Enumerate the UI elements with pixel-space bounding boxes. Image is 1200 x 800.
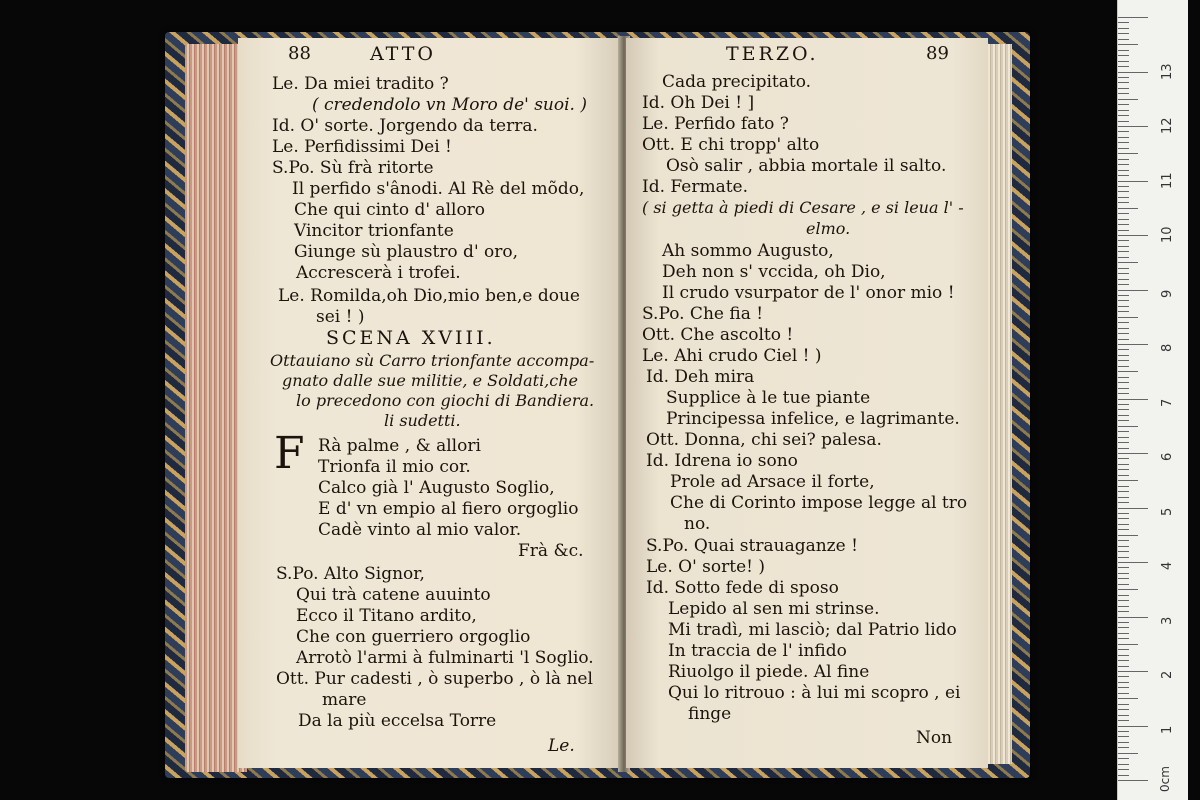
text-line: Id. Sotto fede di sposo (646, 578, 839, 598)
ruler-tick (1118, 153, 1138, 154)
text-line: Ott. E chi tropp' alto (642, 135, 820, 155)
ruler-tick (1118, 458, 1129, 459)
text-line: Il crudo vsurpator de l' onor mio ! (662, 283, 955, 303)
text-line: Osò salir , abbia mortale il salto. (666, 156, 947, 176)
ruler-tick (1118, 191, 1129, 192)
ruler-tick (1118, 486, 1129, 487)
ruler-label: 10 (1160, 226, 1175, 243)
text-line: Supplice à le tue piante (666, 388, 871, 408)
ruler-tick (1118, 720, 1129, 721)
right-page-number: 89 (926, 43, 949, 64)
ruler-tick (1118, 77, 1129, 78)
catchword: Le. (548, 736, 575, 756)
ruler-tick (1118, 600, 1129, 601)
text-line: Le. Ahi crudo Ciel ! ) (642, 346, 822, 366)
ruler-tick (1118, 251, 1129, 252)
stage-direction: lo precedono con giochi di Bandiera. (296, 391, 595, 410)
ruler-tick (1118, 159, 1129, 160)
ruler-tick (1118, 137, 1129, 138)
text-line: Prole ad Arsace il forte, (670, 472, 875, 492)
ruler-tick (1118, 513, 1129, 514)
ruler-tick (1118, 131, 1129, 132)
text-line: Che qui cinto d' alloro (294, 200, 486, 220)
ruler-tick (1118, 115, 1129, 116)
ruler-tick (1118, 769, 1129, 770)
ruler-tick (1118, 295, 1129, 296)
ruler-label: 9 (1160, 289, 1175, 298)
text-line: Il perfido s'ânodi. Al Rè del mõdo, (292, 179, 585, 199)
text-line: Vincitor trionfante (294, 221, 454, 241)
text-line: S.Po. Sù frà ritorte (272, 158, 434, 178)
ruler-tick (1118, 104, 1129, 105)
text-line: Giunge sù plaustro d' oro, (294, 242, 519, 262)
text-line: Le. Perfido fato ? (642, 114, 789, 134)
ruler-tick (1118, 246, 1129, 247)
text-line: Id. Deh mira (646, 367, 755, 387)
ruler-tick (1118, 377, 1129, 378)
ruler-label: 6 (1160, 452, 1175, 461)
text-line: finge (688, 704, 732, 724)
text-line: Riuolgo il piede. Al fine (668, 662, 870, 682)
ruler-tick (1118, 508, 1148, 509)
stage-direction: ( si getta à piedi di Cesare , e si leua l' - (642, 198, 964, 217)
text-line: Qui trà catene auuinto (296, 585, 491, 605)
ruler-tick (1118, 409, 1129, 410)
ruler-tick (1118, 524, 1129, 525)
ruler-label: 12 (1160, 117, 1175, 134)
ruler-label: 4 (1160, 561, 1175, 570)
ruler-tick (1118, 426, 1138, 427)
ruler-label: 13 (1160, 62, 1175, 80)
ruler-tick (1118, 649, 1129, 650)
ruler-tick (1118, 475, 1129, 476)
ruler-tick (1118, 715, 1129, 716)
ruler-tick (1118, 557, 1129, 558)
ruler-tick (1118, 186, 1129, 187)
ruler-tick (1118, 726, 1148, 727)
ruler-tick (1118, 611, 1129, 612)
ruler-tick (1118, 300, 1129, 301)
ruler-tick (1118, 578, 1129, 579)
ruler-tick (1118, 61, 1129, 62)
ruler-tick (1118, 230, 1129, 231)
ruler-tick (1118, 469, 1129, 470)
ruler-tick (1118, 404, 1129, 405)
stage-direction: li sudetti. (384, 411, 461, 430)
ruler-tick (1118, 573, 1129, 574)
verse-line: Trionfa il mio cor. (318, 457, 471, 477)
text-line: Principessa infelice, e lagrimante. (666, 409, 960, 429)
ruler-tick (1118, 420, 1129, 421)
ruler-tick (1118, 235, 1148, 236)
ruler-tick (1118, 399, 1148, 400)
ruler-tick (1118, 502, 1129, 503)
ruler-tick (1118, 388, 1129, 389)
text-line: Ah sommo Augusto, (662, 241, 834, 261)
ruler-tick (1118, 753, 1138, 754)
ruler-tick (1118, 709, 1129, 710)
ruler-tick (1118, 731, 1129, 732)
text-line: Mi tradì, mi lasciò; dal Patrio lido (668, 620, 957, 640)
ruler-tick (1118, 431, 1129, 432)
ruler-tick (1118, 617, 1148, 618)
ruler-tick (1118, 671, 1148, 672)
stage-direction: Ottauiano sù Carro trionfante accompa- (270, 351, 595, 370)
ruler-tick (1118, 666, 1129, 667)
ruler-tick (1118, 50, 1129, 51)
ruler-tick (1118, 584, 1129, 585)
ruler-tick (1118, 764, 1129, 765)
ruler-tick (1118, 290, 1148, 291)
ruler-tick (1118, 344, 1148, 345)
ruler-tick (1118, 371, 1138, 372)
verse-line: Rà palme , & allori (318, 436, 481, 456)
ruler-tick (1118, 311, 1129, 312)
ruler-tick (1118, 780, 1148, 781)
ruler-tick (1118, 17, 1148, 18)
ruler-tick (1118, 442, 1129, 443)
ruler-tick (1118, 339, 1129, 340)
catchword: Non (916, 728, 953, 748)
ruler-tick (1118, 22, 1129, 23)
ruler-tick (1118, 633, 1129, 634)
ruler-tick (1118, 322, 1129, 323)
ruler-tick (1118, 682, 1129, 683)
ruler-tick (1118, 644, 1138, 645)
text-line: Ott. Donna, chi sei? palesa. (646, 430, 882, 450)
ruler-tick (1118, 268, 1129, 269)
ruler-tick (1118, 279, 1129, 280)
refrain-mark: Frà &c. (518, 541, 584, 561)
ruler-tick (1118, 606, 1129, 607)
ruler-tick (1118, 110, 1129, 111)
left-running-head: ATTO (370, 43, 436, 65)
ruler-tick (1118, 687, 1129, 688)
text-line: Arrotò l'armi à fulminarti 'l Soglio. (296, 648, 594, 668)
ruler-tick (1118, 491, 1129, 492)
ruler-tick (1118, 262, 1138, 263)
text-line: Ecco il Titano ardito, (296, 606, 477, 626)
stage-direction: elmo. (806, 219, 851, 238)
ruler-tick (1118, 562, 1148, 563)
ruler-tick (1118, 775, 1129, 776)
stage-direction: ( credendolo vn Moro de' suoi. ) (312, 95, 587, 115)
ruler-tick (1118, 33, 1129, 34)
drop-cap: F (274, 428, 305, 479)
ruler-tick (1118, 219, 1129, 220)
ruler-tick (1118, 88, 1129, 89)
ruler-unit-label: 0cm (1158, 766, 1172, 792)
ruler-tick (1118, 704, 1129, 705)
ruler-tick (1118, 328, 1129, 329)
ruler-tick (1118, 224, 1129, 225)
ruler-tick (1118, 240, 1129, 241)
measuring-ruler (1117, 0, 1188, 800)
ruler-tick (1118, 44, 1138, 45)
verse-line: Cadè vinto al mio valor. (318, 520, 522, 540)
ruler-tick (1118, 181, 1148, 182)
text-line: Accrescerà i trofei. (296, 263, 461, 283)
ruler-label: 2 (1160, 670, 1175, 679)
ruler-tick (1118, 55, 1129, 56)
ruler-tick (1118, 175, 1129, 176)
ruler-tick (1118, 693, 1129, 694)
ruler-tick (1118, 208, 1138, 209)
ruler-label: 11 (1160, 171, 1175, 189)
ruler-label: 8 (1160, 343, 1175, 352)
ruler-label: 7 (1160, 398, 1175, 407)
ruler-tick (1118, 747, 1129, 748)
text-line: Da la più eccelsa Torre (298, 711, 497, 731)
ruler-label: 3 (1160, 616, 1175, 625)
ruler-tick (1118, 497, 1129, 498)
text-line: Lepido al sen mi strinse. (668, 599, 880, 619)
text-line: Le. Perfidissimi Dei ! (272, 137, 452, 157)
scene-heading: SCENA XVIII. (326, 327, 496, 349)
ruler-tick (1118, 93, 1129, 94)
ruler-tick (1118, 595, 1129, 596)
text-line: Le. Da miei tradito ? (272, 74, 449, 94)
ruler-tick (1118, 382, 1129, 383)
ruler-tick (1118, 360, 1129, 361)
ruler-tick (1118, 660, 1129, 661)
ruler-tick (1118, 213, 1129, 214)
text-line: S.Po. Quai strauaganze ! (646, 536, 858, 556)
ruler-tick (1118, 589, 1138, 590)
ruler-tick (1118, 529, 1129, 530)
left-page-number: 88 (288, 43, 311, 64)
right-running-head: TERZO. (726, 43, 819, 65)
text-line: Ott. Pur cadesti , ò superbo , ò là nel (276, 669, 593, 689)
text-line: Id. Oh Dei ! ] (642, 93, 755, 113)
ruler-tick (1118, 393, 1129, 394)
text-line: S.Po. Alto Signor, (276, 564, 425, 584)
ruler-tick (1118, 66, 1129, 67)
text-line: sei ! ) (316, 307, 365, 327)
ruler-tick (1118, 99, 1138, 100)
ruler-tick (1118, 197, 1129, 198)
ruler-tick (1118, 202, 1129, 203)
ruler-tick (1118, 273, 1129, 274)
ruler-tick (1118, 736, 1129, 737)
ruler-tick (1118, 284, 1129, 285)
ruler-tick (1118, 257, 1129, 258)
ruler-tick (1118, 698, 1138, 699)
text-line: Qui lo ritrouo : à lui mi scopro , ei (668, 683, 961, 703)
ruler-tick (1118, 627, 1129, 628)
ruler-tick (1118, 28, 1129, 29)
ruler-tick (1118, 758, 1129, 759)
text-line: In traccia de l' infido (668, 641, 847, 661)
ruler-tick (1118, 333, 1129, 334)
text-line: Id. Idrena io sono (646, 451, 798, 471)
text-line: Id. Fermate. (642, 177, 749, 197)
ruler-tick (1118, 453, 1148, 454)
ruler-tick (1118, 317, 1138, 318)
ruler-tick (1118, 676, 1129, 677)
verse-line: Calco già l' Augusto Soglio, (318, 478, 555, 498)
ruler-tick (1118, 306, 1129, 307)
text-line: S.Po. Che fia ! (642, 304, 764, 324)
ruler-tick (1118, 535, 1138, 536)
page-edges-right (986, 44, 1012, 764)
ruler-tick (1118, 742, 1129, 743)
ruler-tick (1118, 437, 1129, 438)
ruler-tick (1118, 142, 1129, 143)
text-line: Che con guerriero orgoglio (296, 627, 531, 647)
ruler-tick (1118, 546, 1129, 547)
ruler-tick (1118, 638, 1129, 639)
ruler-tick (1118, 349, 1129, 350)
ruler-tick (1118, 480, 1138, 481)
ruler-tick (1118, 551, 1129, 552)
stage-direction: gnato dalle sue militie, e Soldati,che (282, 371, 578, 390)
ruler-tick (1118, 567, 1129, 568)
text-line: Che di Corinto impose legge al tro (670, 493, 968, 513)
text-line: Ott. Che ascolto ! (642, 325, 794, 345)
text-line: Le. Romilda,oh Dio,mio ben,e doue (278, 286, 580, 306)
ruler-tick (1118, 655, 1129, 656)
ruler-tick (1118, 366, 1129, 367)
text-line: Deh non s' vccida, oh Dio, (662, 262, 886, 282)
ruler-tick (1118, 464, 1129, 465)
ruler-tick (1118, 164, 1129, 165)
ruler-label: 5 (1160, 507, 1175, 516)
ruler-tick (1118, 170, 1129, 171)
ruler-tick (1118, 148, 1129, 149)
ruler-tick (1118, 448, 1129, 449)
ruler-tick (1118, 622, 1129, 623)
right-page (626, 38, 988, 768)
ruler-tick (1118, 126, 1148, 127)
ruler-tick (1118, 121, 1129, 122)
ruler-tick (1118, 540, 1129, 541)
ruler-tick (1118, 518, 1129, 519)
ruler-tick (1118, 82, 1129, 83)
text-line: Cada precipitato. (662, 72, 812, 92)
ruler-tick (1118, 355, 1129, 356)
ruler-tick (1118, 415, 1129, 416)
ruler-tick (1118, 39, 1129, 40)
ruler-tick (1118, 72, 1148, 73)
left-page (238, 38, 622, 768)
text-line: Le. O' sorte! ) (646, 557, 766, 577)
verse-line: E d' vn empio al fiero orgoglio (318, 499, 579, 519)
text-line: mare (322, 690, 367, 710)
ruler-label: 1 (1160, 725, 1175, 734)
text-line: Id. O' sorte. Jorgendo da terra. (272, 116, 538, 136)
text-line: no. (684, 514, 711, 534)
